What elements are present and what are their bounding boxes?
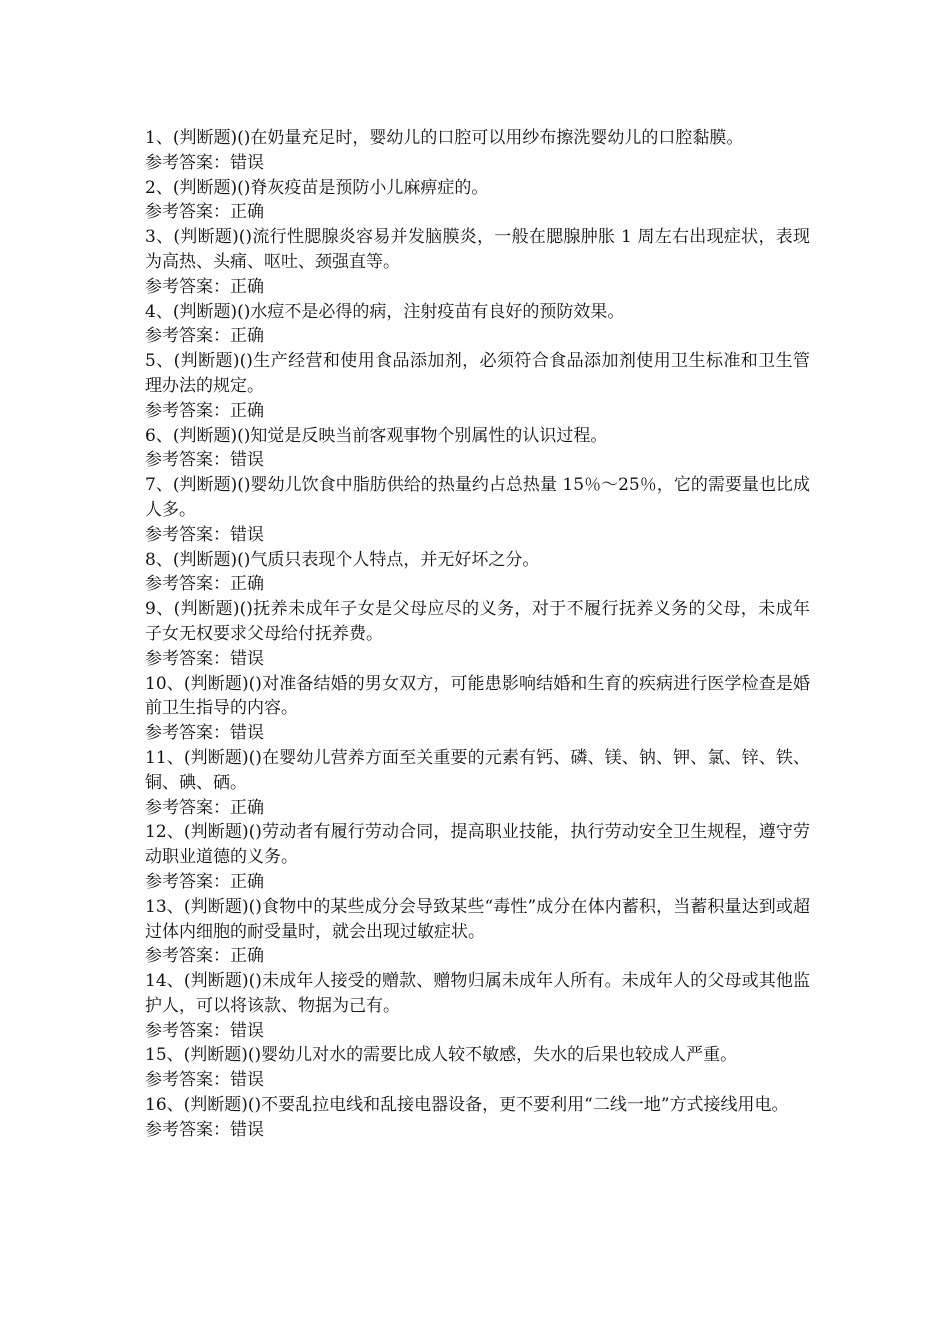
answer-label: 参考答案： [145, 400, 230, 421]
question-type: (判断题) [183, 1045, 248, 1066]
reference-answer [145, 399, 810, 424]
question-item [145, 176, 810, 226]
answer-blank: () [248, 971, 262, 992]
answer-value: 正确 [230, 574, 264, 595]
answer-blank: () [239, 599, 253, 620]
reference-answer [145, 870, 810, 895]
question-text [145, 473, 810, 523]
question-type: (判断题) [183, 673, 249, 694]
question-item [145, 895, 810, 969]
answer-blank: () [247, 1045, 262, 1066]
reference-answer [145, 151, 810, 176]
question-type: (判断题) [183, 822, 249, 843]
answer-value: 错误 [230, 1070, 264, 1091]
answer-label: 参考答案： [145, 1070, 230, 1091]
question-item [145, 820, 810, 894]
answer-blank: () [238, 227, 253, 248]
reference-answer [145, 200, 810, 225]
question-type: (判断题) [183, 747, 249, 768]
reference-answer [145, 448, 810, 473]
question-statement: 生产经营和使用食品添加剂，必须符合食品添加剂使用卫生标准和卫生管理办法的规定。 [145, 351, 810, 396]
question-statement: 婴幼儿对水的需要比成人较不敏感，失水的后果也较成人严重。 [261, 1045, 738, 1066]
question-text [145, 424, 810, 449]
answer-value: 正确 [230, 797, 264, 818]
question-type: (判断题) [172, 475, 238, 496]
question-number: 10、 [145, 673, 184, 694]
answer-label: 参考答案： [145, 797, 230, 818]
reference-answer [145, 1068, 810, 1093]
question-type: (判断题) [172, 549, 238, 570]
answer-label: 参考答案： [145, 1020, 230, 1041]
question-type: (判断题) [183, 1095, 248, 1116]
answer-blank: () [248, 822, 262, 843]
answer-value: 正确 [230, 276, 264, 297]
question-item [145, 597, 810, 671]
answer-value: 正确 [230, 400, 264, 421]
question-statement: 在婴幼儿营养方面至关重要的元素有钙、磷、镁、钠、钾、氯、锌、铁、铜、碘、硒。 [145, 747, 811, 793]
answer-label: 参考答案： [145, 871, 230, 892]
question-text [145, 672, 810, 722]
question-item [145, 548, 810, 598]
answer-value: 正确 [230, 202, 264, 223]
question-item [145, 349, 810, 423]
answer-blank: () [237, 425, 251, 446]
reference-answer [145, 275, 810, 300]
question-statement: 劳动者有履行劳动合同，提高职业技能，执行劳动安全卫生规程，遵守劳动职业道德的义务。 [145, 822, 811, 868]
answer-label: 参考答案： [145, 276, 230, 297]
question-text [145, 349, 810, 399]
question-text [145, 597, 810, 647]
answer-label: 参考答案： [145, 648, 230, 669]
question-number: 4、 [145, 301, 173, 322]
question-type: (判断题) [172, 177, 238, 198]
question-statement: 对准备结婚的男女双方，可能患影响结婚和生育的疾病进行医学检查是婚前卫生指导的内容。 [145, 673, 811, 719]
question-number: 12、 [145, 822, 184, 843]
question-text [145, 126, 810, 151]
question-statement: 在奶量充足时，婴幼儿的口腔可以用纱布擦洗婴幼儿的口腔黏膜。 [250, 128, 744, 148]
question-text [145, 1093, 810, 1118]
question-item [145, 746, 810, 820]
answer-label: 参考答案： [145, 450, 230, 471]
answer-blank: () [237, 301, 251, 322]
question-number: 15、 [145, 1045, 184, 1066]
answer-value: 错误 [230, 1020, 264, 1041]
question-number: 14、 [145, 971, 184, 992]
question-type: (判断题) [183, 896, 249, 917]
question-type: (判断题) [172, 425, 238, 446]
question-number: 5、 [145, 351, 174, 372]
answer-blank: () [239, 351, 253, 372]
answer-value: 错误 [230, 524, 264, 545]
question-text [145, 1043, 810, 1068]
reference-answer [145, 647, 810, 672]
answer-blank: () [237, 177, 251, 198]
question-type: (判断题) [172, 301, 238, 322]
question-number: 6、 [145, 425, 173, 446]
reference-answer [145, 721, 810, 746]
question-type: (判断题) [173, 351, 240, 372]
answer-value: 正确 [230, 871, 264, 892]
question-item [145, 969, 810, 1043]
answer-blank: () [237, 475, 251, 496]
question-list [145, 126, 810, 1143]
answer-blank: () [237, 549, 251, 570]
question-text [145, 895, 810, 945]
answer-value: 错误 [230, 648, 264, 669]
question-number: 8、 [145, 549, 173, 570]
question-number: 7、 [145, 475, 173, 496]
answer-label: 参考答案： [145, 1119, 230, 1140]
answer-label: 参考答案： [145, 202, 230, 223]
question-text [145, 548, 810, 573]
question-statement: 食物中的某些成分会导致某些“毒性”成分在体内蓄积，当蓄积量达到或超过体内细胞的耐受量时，就会出现过敏症状。 [145, 896, 810, 942]
question-type: (判断题) [173, 599, 240, 620]
answer-value: 正确 [230, 326, 264, 347]
answer-label: 参考答案： [145, 152, 230, 173]
question-type: (判断题) [173, 227, 239, 248]
question-text [145, 820, 810, 870]
question-statement: 不要乱拉电线和乱接电器设备，更不要利用“二线一地”方式接线用电。 [261, 1095, 789, 1116]
question-number: 16、 [145, 1095, 184, 1116]
question-number: 3、 [145, 227, 174, 248]
question-item [145, 1043, 810, 1093]
answer-value: 错误 [230, 152, 264, 173]
question-number: 13、 [145, 896, 184, 917]
answer-blank: () [248, 747, 262, 768]
question-item [145, 672, 810, 746]
document-page [145, 126, 810, 1143]
answer-label: 参考答案： [145, 723, 230, 744]
question-number: 2、 [145, 177, 173, 198]
question-number: 9、 [145, 599, 174, 620]
question-type: (判断题) [183, 971, 249, 992]
question-item [145, 300, 810, 350]
reference-answer [145, 572, 810, 597]
reference-answer [145, 324, 810, 349]
answer-value: 正确 [230, 946, 264, 967]
answer-blank: () [247, 1095, 262, 1116]
answer-value: 错误 [230, 450, 264, 471]
question-statement: 婴幼儿饮食中脂肪供给的热量约占总热量 15％～25％，它的需要量也比成人多。 [145, 475, 811, 520]
question-text [145, 746, 810, 796]
question-item [145, 126, 810, 176]
reference-answer [145, 1118, 810, 1143]
question-item [145, 1093, 810, 1143]
question-text [145, 176, 810, 201]
question-statement: 知觉是反映当前客观事物个别属性的认识过程。 [250, 425, 608, 446]
answer-label: 参考答案： [145, 946, 230, 967]
question-text [145, 969, 810, 1019]
reference-answer [145, 523, 810, 548]
reference-answer [145, 796, 810, 821]
question-statement: 未成年人接受的赠款、赠物归属未成年人所有。未成年人的父母或其他监护人，可以将该款、物据为己有。 [145, 971, 811, 1016]
answer-blank: () [248, 896, 262, 917]
question-statement: 气质只表现个人特点，并无好坏之分。 [250, 549, 540, 570]
question-type: (判断题) [172, 128, 238, 148]
question-statement: 流行性腮腺炎容易并发脑膜炎，一般在腮腺肿胀 1 周左右出现症状，表现为高热、头痛、呕吐、颈强直等。 [145, 227, 811, 272]
answer-blank: () [248, 673, 262, 694]
answer-label: 参考答案： [145, 524, 230, 545]
question-text [145, 300, 810, 325]
question-statement: 脊灰疫苗是预防小儿麻痹症的。 [250, 177, 489, 198]
question-item [145, 424, 810, 474]
question-text [145, 225, 810, 275]
reference-answer [145, 944, 810, 969]
question-item [145, 225, 810, 299]
answer-blank: () [237, 128, 251, 148]
question-item [145, 473, 810, 547]
answer-label: 参考答案： [145, 326, 230, 347]
reference-answer [145, 1019, 810, 1044]
question-statement: 水痘不是必得的病，注射疫苗有良好的预防效果。 [250, 301, 625, 322]
question-number: 1、 [145, 128, 173, 148]
answer-value: 错误 [230, 723, 264, 744]
answer-value: 错误 [230, 1119, 264, 1140]
question-statement: 抚养未成年子女是父母应尽的义务，对于不履行抚养义务的父母，未成年子女无权要求父母给付抚养费。 [145, 599, 810, 644]
answer-label: 参考答案： [145, 574, 230, 595]
question-number: 11、 [145, 747, 184, 768]
